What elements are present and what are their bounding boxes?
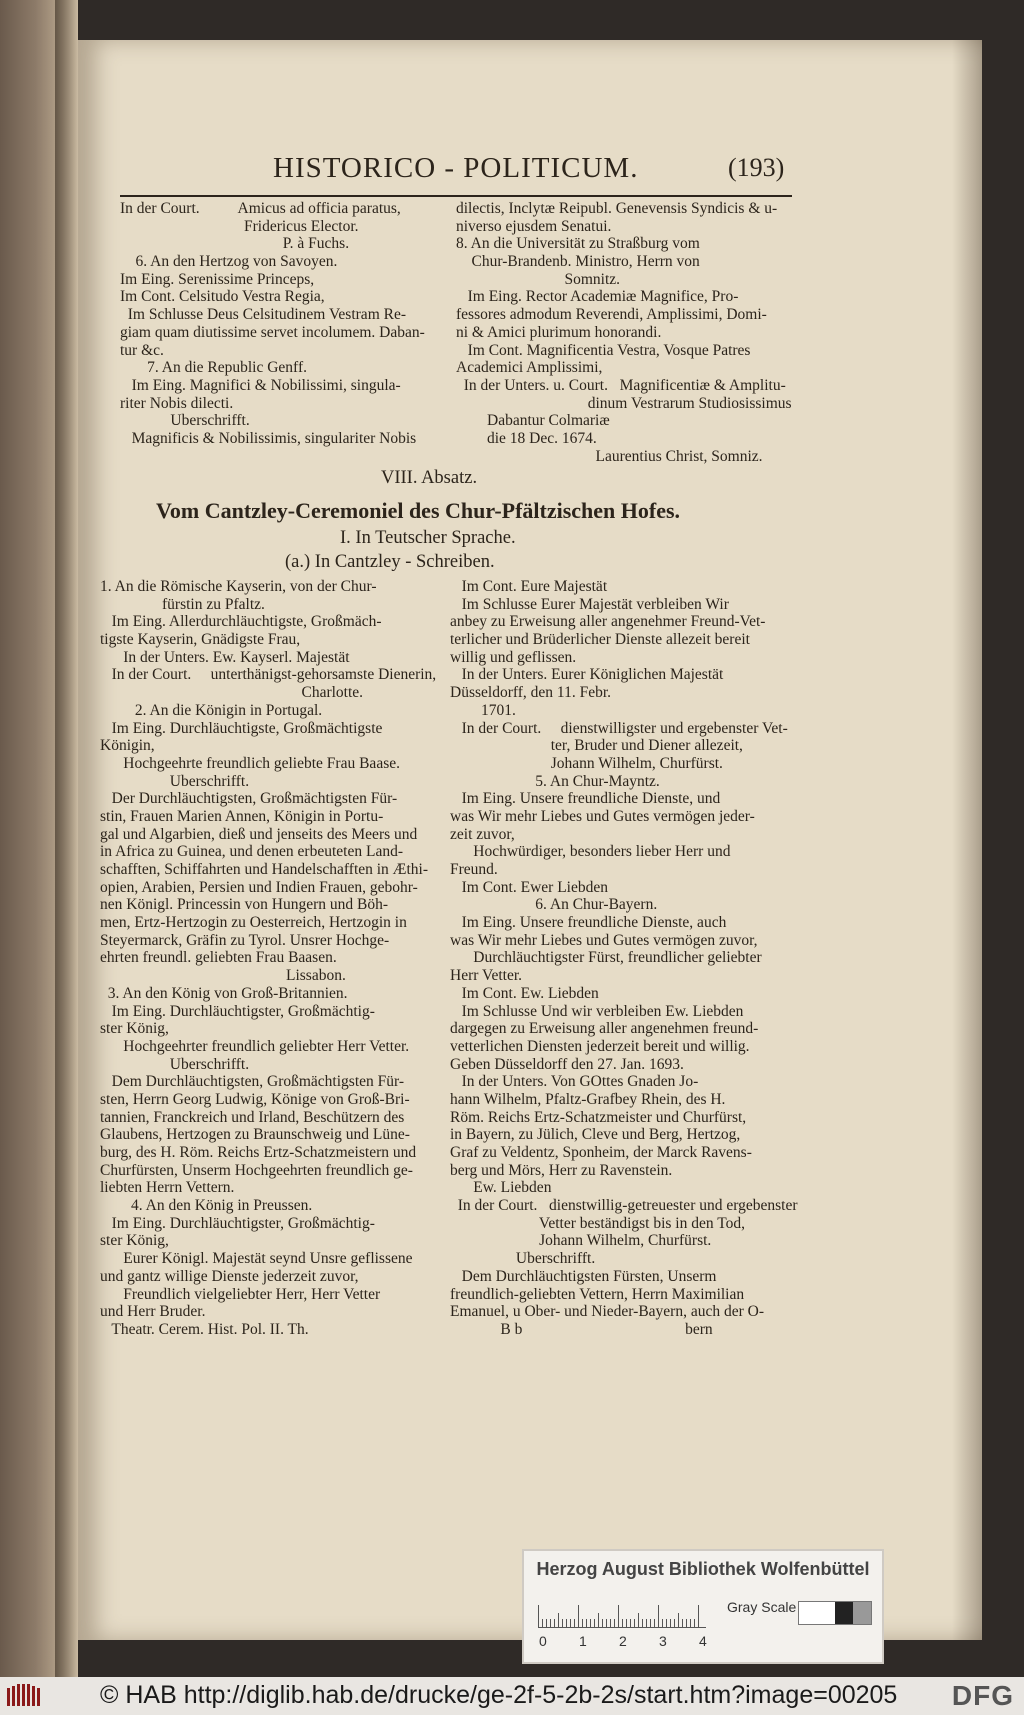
text-line: willig und geflissen.	[450, 648, 577, 666]
text-line: und Herr Bruder.	[100, 1303, 206, 1321]
text-line: Im Eing. Durchläuchtigster, Großmächtig-	[100, 1214, 375, 1232]
header-rule	[120, 195, 792, 197]
left-column-top	[120, 200, 450, 448]
ruler-number: 3	[659, 1633, 667, 1649]
ruler-tick	[570, 1619, 571, 1627]
text-line: Uberschrifft.	[100, 772, 250, 790]
text-line: Im Cont. Ewer Liebden	[450, 878, 608, 896]
measurement-ruler	[538, 1593, 706, 1628]
text-line: Johann Wilhelm, Churfürst.	[450, 754, 723, 772]
ruler-tick	[562, 1619, 563, 1627]
text-line: Ew. Liebden	[450, 1179, 552, 1197]
ruler-tick	[566, 1619, 567, 1627]
text-line: Im Eing. Unsere freundliche Dienste, auch	[450, 914, 727, 932]
text-line: Im Eing. Rector Academiæ Magnifice, Pro-	[456, 288, 739, 306]
ruler-tick	[546, 1619, 547, 1627]
ruler-tick	[630, 1619, 631, 1627]
swatch-gray	[853, 1602, 871, 1624]
text-line: vetterlichen Diensten jederzeit bereit und willig.	[450, 1037, 750, 1055]
text-line: Im Cont. Ew. Liebden	[450, 984, 599, 1002]
ruler-tick	[550, 1619, 551, 1627]
text-line: stin, Frauen Marien Annen, Königin in Portu-	[100, 807, 384, 825]
right-column-top	[456, 200, 796, 465]
swatch-black	[835, 1602, 853, 1624]
dfg-logo: DFG	[951, 1680, 1014, 1711]
text-line: Magnificis & Nobilissimis, singulariter Nobis	[120, 429, 417, 447]
section-number: VIII. Absatz.	[381, 468, 478, 488]
text-line: 2. An die Königin in Portugal.	[100, 701, 323, 719]
ruler-tick	[622, 1619, 623, 1627]
ruler-tick	[642, 1619, 643, 1627]
text-line: Königin,	[100, 737, 155, 755]
subsection-language: I. In Teutscher Sprache.	[340, 528, 516, 548]
text-line: Freundlich vielgeliebter Herr, Herr Vetter	[100, 1285, 381, 1303]
ruler-tick	[638, 1613, 639, 1627]
text-line: opien, Arabien, Persien und Indien Frauen, gebohr-	[100, 878, 418, 896]
ruler-tick	[594, 1619, 595, 1627]
text-line: 1. An die Römische Kayserin, von der Chur-	[100, 578, 377, 595]
library-colour-card	[522, 1549, 884, 1664]
text-line: Freund.	[450, 861, 498, 878]
text-line: ehrten freundl. geliebten Frau Baasen.	[100, 949, 337, 967]
text-line: Im Eing. Magnifici & Nobilissimi, singula-	[120, 376, 401, 394]
text-line: 4. An den König in Preussen.	[100, 1197, 313, 1215]
text-line: Churfürsten, Unserm Hochgeehrten freundlich ge-	[100, 1161, 413, 1179]
ruler-number: 2	[619, 1633, 627, 1649]
text-line: Uberschrifft.	[450, 1250, 596, 1268]
ruler-tick	[578, 1605, 579, 1627]
text-line: tur &c.	[120, 341, 164, 359]
text-line: Glaubens, Hertzogen zu Braunschweig und Lüne-	[100, 1126, 410, 1144]
text-line: Laurentius Christ, Somniz.	[456, 447, 763, 465]
library-name: Herzog August Bibliothek Wolfenbüttel	[536, 1559, 870, 1579]
text-line: schafften, Schiffahrten und Handelschafften in Æthi-	[100, 861, 428, 878]
ruler-tick	[606, 1619, 607, 1627]
text-line: Dem Durchläuchtigsten Fürsten, Unserm	[450, 1267, 717, 1285]
text-line: Graf zu Veldentz, Sponheim, der Marck Ravens-	[450, 1144, 752, 1161]
text-line: In der Court. dienstwilligster und ergebenster Vet-	[450, 719, 788, 737]
text-line: Chur-Brandenb. Ministro, Herrn von	[456, 253, 700, 271]
ruler-tick	[690, 1619, 691, 1627]
ruler-tick	[554, 1619, 555, 1627]
text-line: anbey zu Erweisung aller angenehmer Freund-Vet-	[450, 613, 766, 631]
text-line: Uberschrifft.	[120, 412, 250, 430]
text-line: Im Cont. Celsitudo Vestra Regia,	[120, 288, 325, 306]
text-line: Uberschrifft.	[100, 1055, 250, 1073]
text-line: Im Cont. Eure Majestät	[450, 578, 608, 595]
text-line: riter Nobis dilecti.	[120, 394, 234, 412]
text-line: fessores admodum Reverendi, Amplissimi, Domi-	[456, 306, 767, 324]
ruler-tick	[682, 1619, 683, 1627]
text-line: Steyermarck, Gräfin zu Tyrol. Unsrer Hochge-	[100, 931, 390, 949]
text-line: in Africa zu Guinea, und denen erbeuteten Land-	[100, 843, 403, 861]
text-line: berg und Mörs, Herr zu Ravenstein.	[450, 1161, 673, 1179]
ruler-tick	[662, 1619, 663, 1627]
ruler-tick	[618, 1605, 619, 1627]
text-line: zeit zuvor,	[450, 825, 515, 843]
section-title: Vom Cantzley-Ceremoniel des Chur-Pfältzischen Hofes.	[156, 498, 681, 523]
text-line: Vetter beständigst bis in den Tod,	[450, 1214, 745, 1232]
ruler-tick	[686, 1619, 687, 1627]
gray-scale-swatch	[798, 1601, 872, 1625]
text-line: giam quam diutissime servet incolumem. Daban-	[120, 323, 425, 341]
text-line: ter, Bruder und Diener allezeit,	[450, 737, 743, 755]
subsection-chancery: (a.) In Cantzley - Schreiben.	[285, 552, 495, 572]
ruler-tick	[582, 1619, 583, 1627]
text-line: hann Wilhelm, Pfaltz-Grafbey Rhein, des H.	[450, 1090, 726, 1108]
ruler-tick	[602, 1619, 603, 1627]
ruler-tick	[586, 1619, 587, 1627]
text-line: 6. An Chur-Bayern.	[450, 896, 658, 914]
text-line: Düsseldorff, den 11. Febr.	[450, 684, 612, 702]
text-line: Eurer Königl. Majestät seynd Unsre geflissene	[100, 1250, 413, 1268]
ruler-tick	[650, 1619, 651, 1627]
page-edge-shadow	[952, 40, 982, 1640]
text-line: 5. An Chur-Mayntz.	[450, 772, 660, 790]
text-line: terlicher und Brüderlicher Dienste allezeit bereit	[450, 631, 750, 649]
text-line: Im Eing. Serenissime Princeps,	[120, 270, 315, 288]
text-line: B b bern	[450, 1320, 713, 1338]
text-line: Der Durchläuchtigsten, Großmächtigsten Für-	[100, 790, 398, 808]
ruler-tick	[614, 1619, 615, 1627]
text-line: was Wir mehr Liebes und Gutes vermögen zuvor,	[450, 931, 758, 949]
text-line: fürstin zu Pfaltz.	[100, 595, 265, 613]
text-line: liebten Herrn Vettern.	[100, 1179, 235, 1197]
text-line: Theatr. Cerem. Hist. Pol. II. Th.	[100, 1320, 309, 1338]
text-line: Emanuel, u Ober- und Nieder-Bayern, auch der O-	[450, 1303, 764, 1321]
text-line: Herr Vetter.	[450, 967, 523, 985]
text-line: gal und Algarbien, dieß und jenseits des Meers und	[100, 825, 418, 843]
text-line: In der Unters. Von GOttes Gnaden Jo-	[450, 1073, 699, 1091]
ruler-tick	[670, 1619, 671, 1627]
text-line: 1701.	[450, 701, 516, 719]
text-line: 3. An den König von Groß-Britannien.	[100, 984, 348, 1002]
text-line: In der Court. unterthänigst-gehorsamste Dienerin,	[100, 666, 437, 684]
ruler-tick	[698, 1605, 699, 1627]
text-line: Im Schlusse Eurer Majestät verbleiben Wir	[450, 595, 729, 613]
ruler-tick	[626, 1619, 627, 1627]
text-line: men, Ertz-Hertzogin zu Oesterreich, Hertzogin in	[100, 914, 407, 932]
text-line: die 18 Dec. 1674.	[456, 429, 597, 447]
ruler-tick	[634, 1619, 635, 1627]
ruler-tick	[538, 1605, 539, 1627]
text-line: P. à Fuchs.	[120, 235, 350, 253]
text-line: Dem Durchläuchtigsten, Großmächtigsten Für-	[100, 1073, 405, 1091]
text-line: Fridericus Elector.	[120, 217, 359, 235]
ruler-tick	[610, 1619, 611, 1627]
text-line: In der Court. Amicus ad officia paratus,	[120, 200, 401, 217]
text-line: ni & Amici plurimum honorandi.	[456, 323, 662, 341]
ruler-number: 4	[699, 1633, 707, 1649]
ruler-tick	[646, 1619, 647, 1627]
text-line: sten, Herrn Georg Ludwig, Könige von Groß-Bri-	[100, 1090, 410, 1108]
text-line: Geben Düsseldorff den 27. Jan. 1693.	[450, 1055, 684, 1073]
text-line: nen Königl. Princessin von Hungern und Böh-	[100, 896, 389, 914]
text-line: niverso ejusdem Senatui.	[456, 217, 612, 235]
text-line: dargegen zu Erweisung aller angenehmen freund-	[450, 1020, 759, 1038]
text-line: tigste Kayserin, Gnädigste Frau,	[100, 631, 301, 649]
text-line: Hochgeehrte freundlich geliebte Frau Baase.	[100, 754, 400, 772]
text-line: tannien, Franckreich und Irland, Beschützern des	[100, 1108, 405, 1126]
text-line: dilectis, Inclytæ Reipubl. Genevensis Syndicis & u-	[456, 200, 778, 217]
ruler-tick	[666, 1619, 667, 1627]
ruler-tick	[654, 1619, 655, 1627]
text-line: und gantz willige Dienste jederzeit zuvor,	[100, 1267, 359, 1285]
running-header-title: HISTORICO - POLITICUM.	[273, 152, 639, 184]
text-line: ster König,	[100, 1232, 169, 1250]
ruler-number: 0	[539, 1633, 547, 1649]
text-line: Somnitz.	[456, 270, 621, 288]
text-line: Academici Amplissimi,	[456, 359, 603, 377]
left-column-bottom	[100, 578, 450, 1339]
text-line: Röm. Reichs Ertz-Schatzmeister und Churfürst,	[450, 1108, 747, 1126]
text-line: Hochwürdiger, besonders lieber Herr und	[450, 843, 731, 861]
ruler-tick	[558, 1613, 559, 1627]
gray-scale-label: Gray Scale	[727, 1599, 797, 1615]
text-line: Im Cont. Magnificentia Vestra, Vosque Patres	[456, 341, 751, 359]
text-line: Hochgeehrter freundlich geliebter Herr Vetter.	[100, 1037, 410, 1055]
text-line: Im Eing. Durchläuchtigster, Großmächtig-	[100, 1002, 375, 1020]
text-line: 7. An die Republic Genff.	[120, 359, 307, 377]
text-line: Im Eing. Allerdurchläuchtigste, Großmäch-	[100, 613, 382, 631]
page-number: (193)	[728, 153, 785, 182]
text-line: In der Court. dienstwillig-getreuester und ergebenster	[450, 1197, 798, 1215]
text-line: Durchläuchtigster Fürst, freundlicher geliebter	[450, 949, 762, 967]
text-line: 6. An den Hertzog von Savoyen.	[120, 253, 338, 271]
ruler-tick	[678, 1613, 679, 1627]
hab-logo-icon	[6, 1682, 44, 1710]
swatch-white	[799, 1602, 817, 1624]
text-line: in Bayern, zu Jülich, Cleve und Berg, Hertzog,	[450, 1126, 741, 1144]
ruler-tick	[694, 1619, 695, 1627]
text-line: In der Unters. Ew. Kayserl. Majestät	[100, 648, 350, 666]
ruler-tick	[574, 1619, 575, 1627]
footer-bar	[0, 1677, 1024, 1715]
copyright-url[interactable]: © HAB http://diglib.hab.de/drucke/ge-2f-5-2b-2s/start.htm?image=00205	[100, 1681, 898, 1709]
text-line: Im Schlusse Deus Celsitudinem Vestram Re-	[120, 306, 407, 324]
ruler-tick	[590, 1619, 591, 1627]
ruler-tick	[674, 1619, 675, 1627]
text-line: Im Schlusse Und wir verbleiben Ew. Liebden	[450, 1002, 744, 1020]
ruler-tick	[598, 1613, 599, 1627]
text-line: Im Eing. Durchläuchtigste, Großmächtigste	[100, 719, 383, 737]
text-line: freundlich-geliebten Vettern, Herrn Maximilian	[450, 1285, 745, 1303]
text-line: Charlotte.	[100, 684, 364, 702]
right-column-bottom	[450, 578, 796, 1339]
text-line: was Wir mehr Liebes und Gutes vermögen jeder-	[450, 807, 755, 825]
text-line: Dabantur Colmariæ	[456, 412, 610, 430]
text-line: dinum Vestrarum Studiosissimus	[456, 394, 792, 412]
book-page	[78, 40, 982, 1640]
text-line: Lissabon.	[100, 967, 346, 985]
ruler-number: 1	[579, 1633, 587, 1649]
text-line: ster König,	[100, 1020, 169, 1038]
swatch-light	[817, 1602, 835, 1624]
text-line: burg, des H. Röm. Reichs Ertz-Schatzmeistern und	[100, 1144, 417, 1161]
text-line: In der Unters. u. Court. Magnificentiæ & Amplitu-	[456, 376, 786, 394]
text-line: Im Eing. Unsere freundliche Dienste, und	[450, 790, 721, 808]
text-line: Johann Wilhelm, Churfürst.	[450, 1232, 712, 1250]
ruler-tick	[542, 1619, 543, 1627]
text-line: In der Unters. Eurer Königlichen Majestät	[450, 666, 724, 684]
ruler-tick	[658, 1605, 659, 1627]
text-line: 8. An die Universität zu Straßburg vom	[456, 235, 700, 253]
